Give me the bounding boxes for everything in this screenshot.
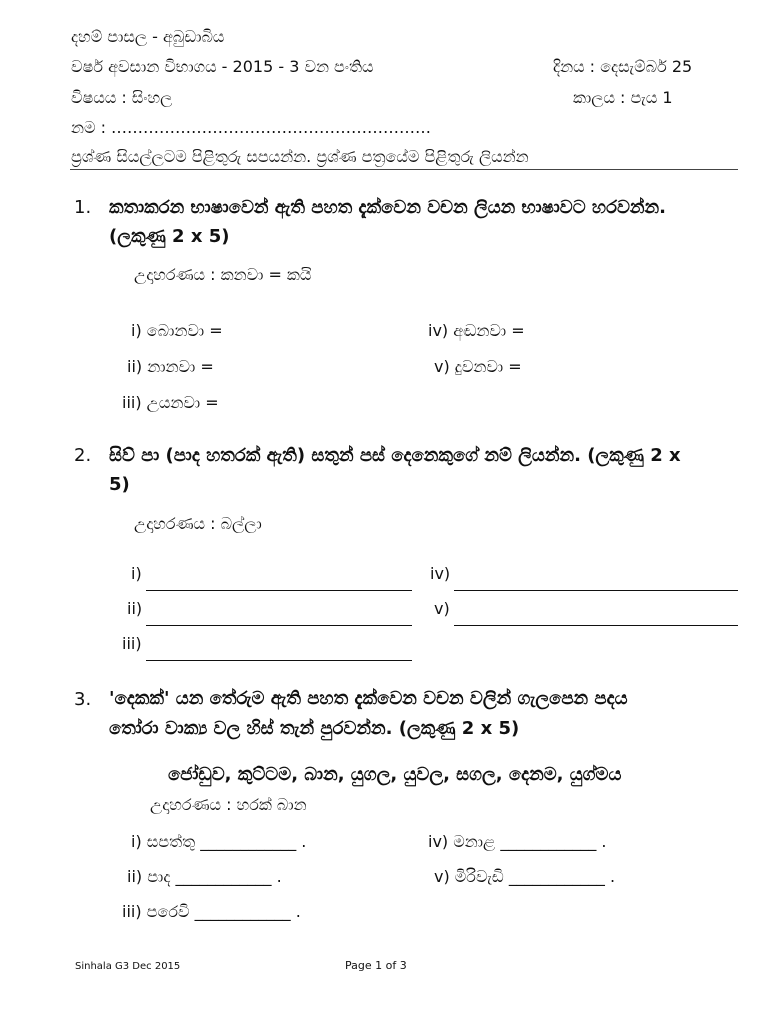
q3-blank: ____________ .: [508, 867, 616, 886]
q1-text-line2: (ලකුණු 2 x 5): [109, 226, 230, 247]
q3-number: 3.: [74, 689, 92, 710]
q3-blank: ____________ .: [194, 902, 301, 921]
q3-blank: ____________ .: [500, 832, 607, 851]
q3-word-list: ජෝඩුව, කුට්ටම, බාන, යුගල, යුවල, සගල, දෙනම, යුග්මය: [168, 764, 622, 785]
footer-document-id: Sinhala G3 Dec 2015: [75, 961, 181, 972]
q3-blank: ____________ .: [175, 867, 282, 886]
q2-text-line1: සිව් පා (පාද හතරක් ඇති) සතුන් පස් දෙනෙකුගේ නම් ලියන්න. (ලකුණු 2 x: [109, 445, 681, 466]
name-field: නම : ……………………………………………………: [71, 118, 432, 137]
instruction: ප්‍රශ්ණ සියල්ලටම පිළිතුරු සපයන්න. ප්‍රශ්ණ පත්‍රයේම පිළිතුරු ලියන්න: [71, 147, 529, 166]
school-name: දහම් පාසල - අබුඩාබිය: [71, 27, 225, 46]
q1-item: i) බොනවා =: [131, 321, 223, 340]
q1-item: iii) උයනවා =: [122, 393, 219, 412]
q2-item-label: iii): [122, 634, 142, 653]
answer-line: [146, 660, 412, 661]
q3-item: [131, 832, 306, 852]
duration: කාලය : පැය 1: [573, 88, 673, 107]
q2-number: 2.: [74, 445, 92, 466]
answer-line: [454, 625, 738, 626]
q3-text-line1: 'දෙකක්' යන තේරුම ඇති පහත දැක්වෙන වචන වලින් ගැලපෙන පදය: [109, 688, 628, 709]
q2-item-label: ii): [127, 599, 143, 618]
q3-item: [122, 902, 301, 922]
q3-item: [127, 867, 282, 887]
q1-item: v) දුවනවා =: [434, 357, 522, 376]
header-divider: [70, 169, 738, 170]
q2-text-line2: 5): [109, 474, 130, 495]
q3-example: උදාහරණය : හරක් බාන: [150, 795, 307, 814]
answer-line: [146, 625, 412, 626]
answer-line: [146, 590, 412, 591]
q1-example: උදාහරණය : කනවා = කයි: [134, 265, 312, 284]
q2-item-label: i): [131, 564, 142, 583]
q2-item-label: v): [434, 599, 450, 618]
answer-line: [454, 590, 738, 591]
q3-blank: ____________ .: [200, 832, 307, 851]
exam-title: වර්ෂ අවසාන විභාගය - 2015 - 3 වන පංතිය: [71, 57, 374, 76]
q3-item-label: ii) පාද: [127, 867, 171, 886]
q3-item-label: i) සපත්තු: [131, 832, 196, 851]
q1-item: iv) අඬනවා =: [428, 321, 525, 340]
q3-item: [428, 832, 606, 852]
q2-item-label: iv): [430, 564, 451, 583]
q3-item: [434, 867, 615, 887]
subject: විෂයය : සිංහල: [71, 88, 173, 107]
q1-number: 1.: [74, 197, 92, 218]
q3-text-line2: තෝරා වාක්‍ය වල හිස් තැන් පුරවන්න. (ලකුණු 2 x 5): [109, 718, 520, 739]
q3-item-label: iii) පරෙවි: [122, 902, 190, 921]
q2-example: උදාහරණය : බල්ලා: [134, 514, 262, 533]
q1-text-line1: කතාකරන භාෂාවෙන් ඇති පහත දැක්වෙන වචන ලියන භාෂාවට හරවන්න.: [109, 197, 666, 218]
q3-item-label: iv) මනාළ: [428, 832, 496, 851]
exam-date: දිනය : දෙසැම්බර් 25: [553, 57, 693, 76]
footer-page-number: Page 1 of 3: [345, 959, 407, 972]
q3-item-label: v) මිරිවැඩි: [434, 867, 504, 886]
q1-item: ii) නානවා =: [127, 357, 214, 376]
